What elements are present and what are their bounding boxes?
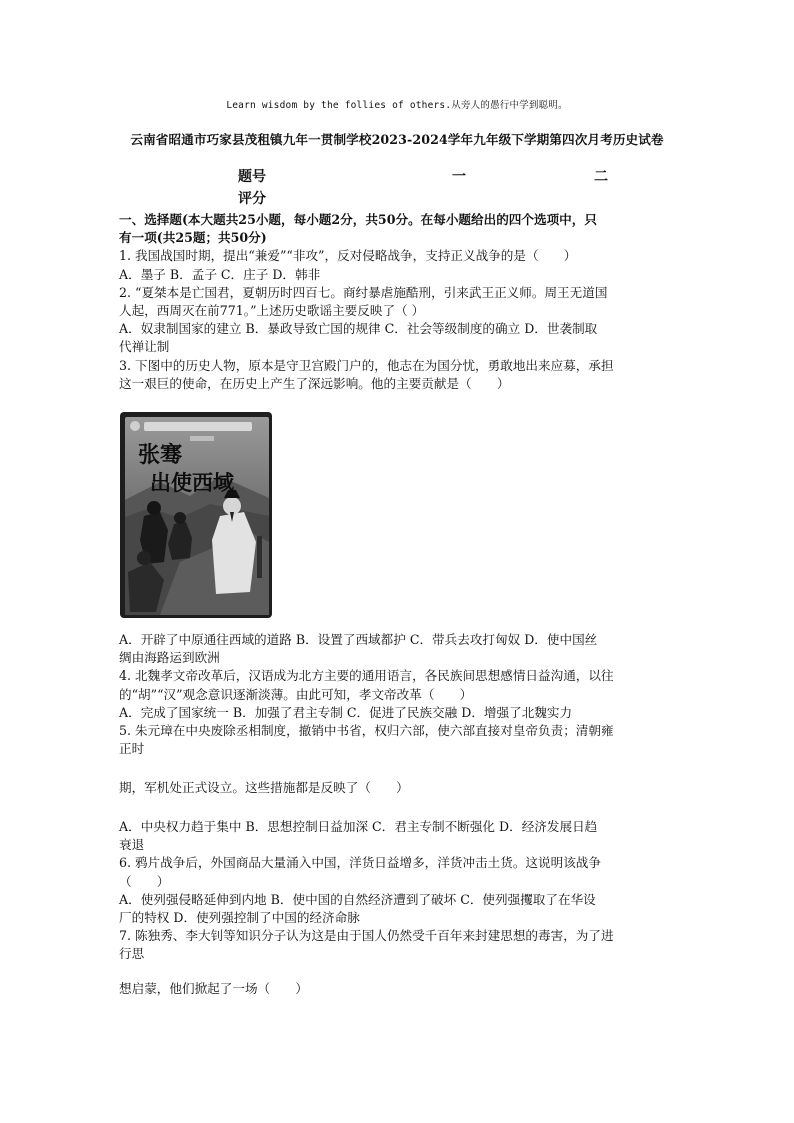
content-block-middle [119,631,679,758]
q5-stem-line3: 期，军机处正式设立。这些措施都是反映了（ ） [119,780,409,795]
score-table [238,166,658,210]
q4-stem-line2: 的“胡”“汉”观念意识逐渐淡薄。由此可知，孝文帝改革（ ） [119,686,473,702]
content-block-q7 [119,980,679,998]
book-title-line2: 出使西域 [150,470,234,495]
q3-stem-line2: 这一艰巨的使命，在历史上产生了深远影响。他的主要贡献是（ ） [119,375,510,391]
content-block-lower [119,818,679,964]
content-block-q5 [119,779,679,797]
book-title-line1: 张骞 [138,442,183,468]
q2-stem-line2: 人起，西周灭在前771。”上述历史歌谣主要反映了（ ） [119,303,425,319]
q2-stem-line1: 2. “夏桀本是亡国君，夏朝历时四百七。商纣暴虐施酷刑，引来武王正义师。周王无道国 [119,284,608,300]
q4-stem-line1: 4. 北魏孝文帝改革后，汉语成为北方主要的通用语言，各民族间思想感情日益沟通，以往 [119,668,614,684]
q7-stem-line3: 想启蒙，他们掀起了一场（ ） [119,981,308,996]
score-row-label-number: 题号 [238,169,266,185]
section-heading-line2: 有一项(共25题；共50分) [119,230,267,246]
q1-stem: 1. 我国战国时期，提出“兼爱”“非攻”，反对侵略战争，支持正义战争的是（ ） [119,248,577,264]
q6-options-line1: A．使列强侵略延伸到内地 B．使中国的自然经济遭到了破坏 C．使列强攫取了在华设 [119,891,596,907]
q3-stem-line1: 3. 下图中的历史人物，原本是守卫宫殿门户的，他志在为国分忧，勇敢地出来应募，承担 [119,357,614,373]
q3-options-line2: 绸由海路运到欧洲 [119,650,220,666]
q6-options-line2: 厂的特权 D．使列强控制了中国的经济命脉 [119,910,360,926]
q2-options-line1: A．奴隶制国家的建立 B．暴政导致亡国的规律 C．社会等级制度的确立 D．世袭制取 [119,321,598,337]
q5-stem-line1: 5. 朱元璋在中央废除丞相制度，撤销中书省，权归六部，使六部直接对皇帝负责；清朝雍 [119,723,614,739]
q5-stem-line2: 正时 [119,741,145,757]
q1-options: A．墨子 B．孟子 C．庄子 D．韩非 [119,266,321,282]
content-block-top [119,211,679,393]
q7-stem-line2: 行思 [119,946,145,962]
section-heading-line1: 一、选择题(本大题共25小题，每小题2分，共50分。在每小题给出的四个选项中，只 [119,212,597,227]
q5-options-line2: 衰退 [119,837,145,853]
q4-options: A．完成了国家统一 B．加强了君主专制 C．促进了民族交融 D．增强了北魏实力 [119,704,573,720]
q2-options-line2: 代禅让制 [119,339,170,355]
q3-options-line1: A．开辟了中原通往西域的道路 B．设置了西域都护 C．带兵去攻打匈奴 D．使中国丝 [119,632,598,647]
header-motto: Learn wisdom by the follies of others.从旁人的愚行中学到聪明。 [226,100,568,111]
q6-stem-line2: （ ） [119,873,170,889]
score-col-1: 一 [452,169,466,185]
q5-options-line1: A．中央权力趋于集中 B．思想控制日益加深 C．君主专制不断强化 D．经济发展日趋 [119,819,598,834]
score-col-2: 二 [594,169,608,185]
book-cover-image [120,412,272,618]
page-title: 云南省昭通市巧家县茂租镇九年一贯制学校2023-2024学年九年级下学期第四次月考历史试卷 [130,132,664,147]
q6-stem-line1: 6. 鸦片战争后，外国商品大量涌入中国，洋货日益增多，洋货冲击土货。这说明该战争 [119,855,601,871]
score-row-label-score: 评分 [238,191,266,207]
q7-stem-line1: 7. 陈独秀、李大钊等知识分子认为这是由于国人仍然受千百年来封建思想的毒害，为了进 [119,928,614,944]
